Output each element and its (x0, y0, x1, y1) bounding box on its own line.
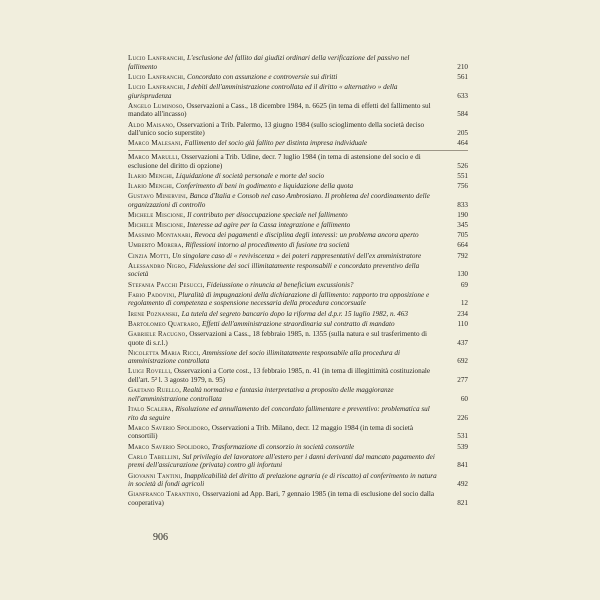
entry-author: Lucio Lanfranchi, (128, 82, 186, 91)
entry-author: Stefania Pacchi Pesucci, (128, 280, 205, 289)
entry-title: L'esclusione del fallito dai giudizi ordinari della verificazione del passivo nel fallimento (128, 54, 410, 71)
entry-author: Lucio Lanfranchi, (128, 54, 186, 62)
entry-page-number: 539 (457, 442, 468, 451)
entry-title: Fideiussione o rinuncia al beneficium excussionis? (206, 280, 354, 289)
entry-page-number: 492 (457, 480, 468, 489)
entry-text (128, 291, 442, 308)
entry-text (128, 153, 442, 170)
entry-citation: Osservazioni a Corte cost., 13 febbraio 1985, n. 41 (in tema di illegittimità costituzionale dell'art. 5² l. 3 agosto 1979, n. 95) (128, 367, 431, 385)
entry-text (128, 121, 442, 138)
entry-page-number: 110 (457, 319, 468, 328)
entry-page-number: 756 (457, 181, 468, 190)
entry-title: Un singolare caso di « reviviscenza » dei poteri rappresentativi dell'ex amministratore (172, 251, 422, 260)
entry-author: Carlo Tabellini, (128, 452, 181, 461)
entry-author: Marco Saverio Spolidoro, (128, 442, 210, 451)
entry-citation: Osservazioni a Cass., 18 dicembre 1984, n. 6625 (in tema di effetti del fallimento sul mandato all'incasso) (128, 101, 431, 119)
entry-citation: Osservazioni ad App. Bari, 7 gennaio 1985 (in tema di esclusione del socio dalla cooperativa) (128, 490, 435, 507)
entry-title: Fallimento del socio già fallito per distinta impresa individuale (184, 139, 368, 148)
entry-author: Irene Poznanski, (128, 309, 180, 318)
toc-entry (128, 443, 468, 452)
divider (128, 150, 468, 151)
entry-text (128, 241, 442, 250)
entry-text (128, 73, 442, 82)
entry-citation: Osservazioni a Cass., 18 febbraio 1985, n. 1355 (sulla natura e sul trasferimento di quote di s.r.l.) (128, 329, 428, 347)
entry-page-number: 531 (457, 432, 468, 441)
entry-author: Gabriele Racugno, (128, 329, 188, 338)
toc-entry (128, 367, 468, 384)
toc-entry (128, 192, 468, 209)
entry-title: Riflessioni intorno al procedimento di fusione tra società (185, 241, 350, 250)
toc-entry (128, 121, 468, 138)
entry-text (128, 83, 442, 100)
toc-entry (128, 54, 468, 71)
entry-title: Sul privilegio del lavoratore all'estero per i danni derivanti dal mancato pagamento dei premi dell'assicurazione (privata) contro gli infortuni (128, 452, 435, 470)
entry-page-number: 833 (457, 200, 468, 209)
entry-title: Banca d'Italia e Consob nel caso Ambrosiano. Il problema del coordinamento delle organizzazioni di controllo (128, 192, 430, 209)
entry-title: Concordato con assunzione e controversie sui diritti (186, 72, 338, 81)
entry-title: Ammissione del socio illimitatamente responsabile alla procedura di amministrazione controllata (128, 348, 400, 366)
entry-title: Revoca dei pagamenti e disciplina degli interessi: un problema ancora aperto (194, 231, 419, 240)
entry-text (128, 102, 442, 119)
entry-page-number: 437 (457, 338, 468, 347)
entry-text (128, 252, 442, 261)
entry-text (128, 310, 442, 319)
toc-entry (128, 281, 468, 290)
toc-entry (128, 153, 468, 170)
entry-page-number: 60 (460, 394, 468, 403)
entry-page-number: 551 (457, 171, 468, 180)
entry-text (128, 349, 442, 366)
entry-title: I debiti dell'amministrazione controllata ed il diritto « alternativo » della giurisprudenza (128, 82, 398, 100)
toc-entry (128, 405, 468, 422)
toc-entry (128, 139, 468, 148)
toc-entry (128, 291, 468, 308)
entry-author: Gustavo Minervini, (128, 192, 188, 201)
entry-author: Angelo Luminoso, (128, 101, 185, 110)
entry-text (128, 330, 442, 347)
entry-title: Interesse ad agire per la Cassa integrazione e fallimento (187, 221, 351, 230)
entry-author: Gianfranco Tarantino, (128, 490, 201, 499)
entry-page-number: 345 (457, 221, 468, 230)
toc-entry (128, 83, 468, 100)
entry-text (128, 424, 442, 441)
entry-title: Trasformazione di consorzio in società consortile (211, 442, 355, 451)
entry-author: Luigi Rovelli, (128, 367, 173, 376)
entry-page-number: 692 (457, 357, 468, 366)
entry-author: Massimo Montanari, (128, 231, 193, 240)
entry-page-number: 69 (460, 280, 468, 289)
toc-entry (128, 182, 468, 191)
entry-page-number: 226 (457, 413, 468, 422)
entry-text (128, 172, 442, 181)
entry-text (128, 281, 442, 290)
toc-entry (128, 386, 468, 403)
entry-author: Cinzia Motti, (128, 251, 171, 260)
entry-author: Lucio Lanfranchi, (128, 72, 186, 81)
entry-text (128, 182, 442, 191)
entry-text (128, 405, 442, 422)
entry-citation: Osservazioni a Trib. Milano, decr. 12 maggio 1984 (in tema di società consortili) (128, 423, 414, 441)
entry-author: Ilario Menghi, (128, 181, 175, 190)
entry-text (128, 386, 442, 403)
entry-page-number: 705 (457, 231, 468, 240)
entry-text (128, 221, 442, 230)
entry-author: Giovanni Tantini, (128, 471, 183, 480)
toc-entry (128, 349, 468, 366)
entry-author: Aldo Maisano, (128, 120, 175, 129)
toc-entry (128, 330, 468, 347)
page-number: 906 (153, 532, 168, 543)
entry-author: Umberto Morera, (128, 241, 184, 250)
entry-page-number: 130 (457, 270, 468, 279)
entry-author: Ilario Menghi, (128, 171, 175, 180)
entry-text (128, 367, 442, 384)
entry-title: La tutela del segreto bancario dopo la riforma del d.p.r. 15 luglio 1982, n. 463 (181, 309, 408, 318)
toc-entry (128, 241, 468, 250)
toc-entry (128, 490, 468, 507)
entry-author: Fabio Padovini, (128, 290, 177, 299)
entry-text (128, 320, 442, 329)
entry-author: Marco Marulli, (128, 152, 180, 161)
entry-page-number: 234 (457, 309, 468, 318)
entry-title: Il contributo per disoccupazione speciale nel fallimento (187, 210, 348, 219)
entry-title: Realtà normativa e fantasia interpretativa a proposito delle maggioranze nell'amministrazione controllata (128, 386, 394, 403)
entry-page-number: 633 (457, 91, 468, 100)
entry-author: Gaetano Ruello, (128, 386, 182, 395)
toc-entry (128, 310, 468, 319)
entry-text (128, 231, 442, 240)
entry-citation: Osservazioni a Trib. Udine, decr. 7 luglio 1984 (in tema di astensione del socio e di esclusione del diritto di opzione) (128, 152, 421, 170)
toc-entry (128, 262, 468, 279)
toc-entry (128, 172, 468, 181)
entry-text (128, 472, 442, 489)
entry-page-number: 526 (457, 161, 468, 170)
entry-page-number: 561 (457, 72, 468, 81)
entry-title: Fideiussione dei soci illimitatamente responsabili e concordato preventivo della società (128, 261, 420, 279)
entry-page-number: 584 (457, 110, 468, 119)
toc-entry (128, 231, 468, 240)
toc-entry (128, 453, 468, 470)
entry-citation: Osservazioni a Trib. Palermo, 13 giugno 1984 (sullo scioglimento della società deciso dall'unico socio superstite) (128, 120, 425, 138)
toc-entry (128, 221, 468, 230)
entry-title: Inapplicabilità del diritto di prelazione agraria (e di riscatto) al conferimento in natura in società di fondi agricoli (128, 471, 437, 489)
entry-page-number: 12 (460, 299, 468, 308)
entry-page-number: 190 (457, 210, 468, 219)
entry-text (128, 443, 442, 452)
entry-text (128, 211, 442, 220)
entry-text (128, 54, 442, 71)
entry-text (128, 262, 442, 279)
entry-page-number: 664 (457, 241, 468, 250)
entry-page-number: 792 (457, 251, 468, 260)
entry-text (128, 453, 442, 470)
entry-title: Pluralità di impugnazioni della dichiarazione di fallimento: rapporto tra opposizione e regolamento di competenza e sospensione necessaria della procedura concorsuale (128, 290, 430, 308)
entry-author: Marco Saverio Spolidoro, (128, 423, 210, 432)
toc-entry (128, 472, 468, 489)
toc-entry (128, 73, 468, 82)
entry-author: Michele Miscione, (128, 221, 186, 230)
entry-author: Nicoletta Maria Ricci, (128, 348, 201, 357)
toc-entry (128, 102, 468, 119)
entry-title: Conferimento di beni in godimento e liquidazione della quota (175, 181, 354, 190)
toc-entry (128, 320, 468, 329)
entry-page-number: 277 (457, 376, 468, 385)
entry-page-number: 841 (457, 461, 468, 470)
entry-title: Liquidazione di società personale e morte del socio (175, 171, 325, 180)
entry-text (128, 490, 442, 507)
entry-page-number: 821 (457, 498, 468, 507)
table-of-contents (128, 54, 468, 509)
entry-author: Marco Malesani, (128, 139, 183, 148)
entry-title: Risoluzione ed annullamento del concordato fallimentare e preventivo: problematica sul rito da seguire (128, 405, 430, 422)
toc-entry (128, 211, 468, 220)
entry-text (128, 192, 442, 209)
entry-author: Alessandro Nigro, (128, 261, 188, 270)
entry-page-number: 205 (457, 129, 468, 138)
toc-entry (128, 252, 468, 261)
entry-text (128, 139, 442, 148)
entry-page-number: 210 (457, 62, 468, 71)
entry-author: Michele Miscione, (128, 210, 186, 219)
entry-page-number: 464 (457, 139, 468, 148)
toc-entry (128, 424, 468, 441)
entry-title: Effetti dell'amministrazione straordinaria sul contratto di mandato (202, 319, 395, 328)
entry-author: Bartolomeo Quatraro, (128, 319, 201, 328)
entry-author: Italo Scalera, (128, 405, 174, 414)
